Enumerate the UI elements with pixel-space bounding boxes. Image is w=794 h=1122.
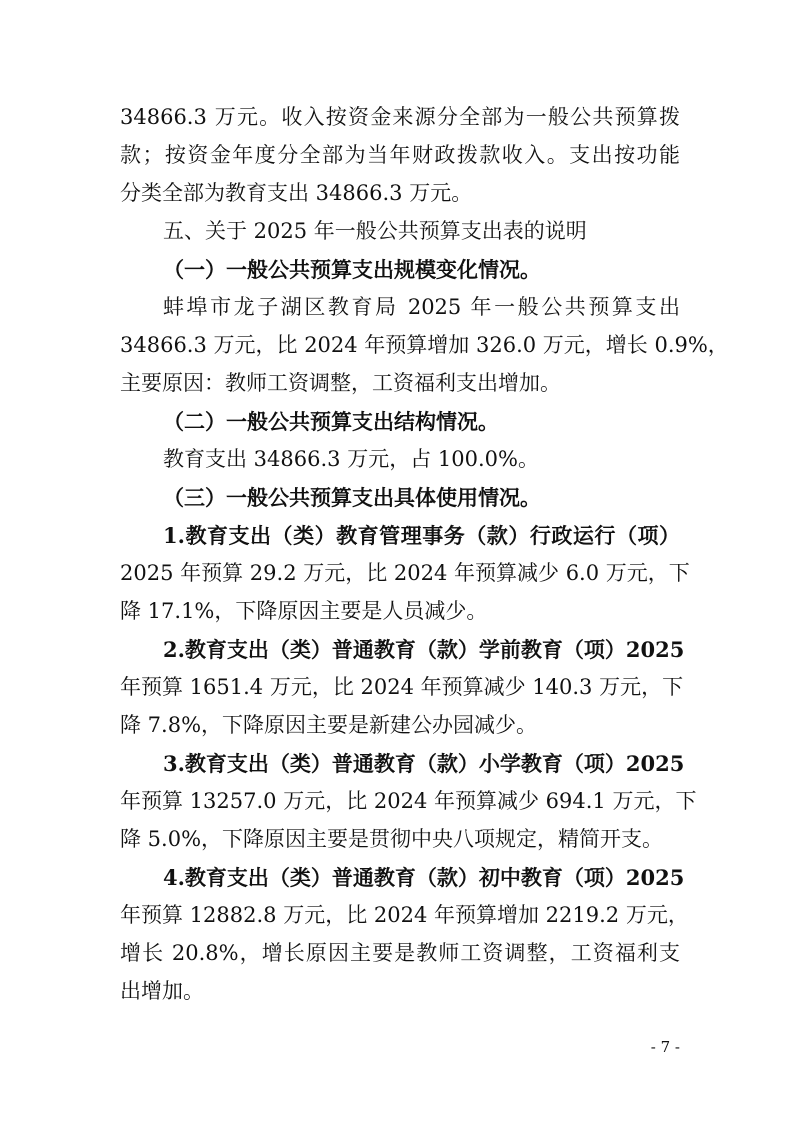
body-line: 降 7.8%，下降原因主要是新建公办园减少。 xyxy=(120,713,538,737)
body-line: 34866.3 万元。收入按资金来源分全部为一般公共预算拨 xyxy=(120,105,680,129)
body-line: 年预算 1651.4 万元，比 2024 年预算减少 140.3 万元，下 xyxy=(120,675,684,699)
body-line: 蚌埠市龙子湖区教育局 2025 年一般公共预算支出 xyxy=(163,295,680,319)
body-line: 增长 20.8%，增长原因主要是教师工资调整，工资福利支 xyxy=(120,941,680,965)
item-heading: 2.教育支出（类）普通教育（款）学前教育（项）2025 xyxy=(163,637,685,662)
body-line: 主要原因：教师工资调整，工资福利支出增加。 xyxy=(120,371,561,395)
page-number: - 7 - xyxy=(650,1038,680,1056)
body-line: 降 17.1%，下降原因主要是人员减少。 xyxy=(120,599,488,623)
body-line: 年预算 12882.8 万元，比 2024 年预算增加 2219.2 万元， xyxy=(120,903,689,927)
section-heading: 五、关于 2025 年一般公共预算支出表的说明 xyxy=(163,219,587,243)
item-heading: 1.教育支出（类）教育管理事务（款）行政运行（项） xyxy=(163,523,680,548)
subsection-heading: （二）一般公共预算支出结构情况。 xyxy=(163,409,499,434)
body-line: 34866.3 万元，比 2024 年预算增加 326.0 万元，增长 0.9%， xyxy=(120,333,729,357)
body-line: 出增加。 xyxy=(120,979,204,1003)
body-line: 分类全部为教育支出 34866.3 万元。 xyxy=(120,181,473,205)
subsection-heading: （三）一般公共预算支出具体使用情况。 xyxy=(163,485,541,510)
body-line: 款；按资金年度分全部为当年财政拨款收入。支出按功能 xyxy=(120,143,680,167)
item-heading: 4.教育支出（类）普通教育（款）初中教育（项）2025 xyxy=(163,865,685,890)
item-heading: 3.教育支出（类）普通教育（款）小学教育（项）2025 xyxy=(163,751,685,776)
subsection-heading: （一）一般公共预算支出规模变化情况。 xyxy=(163,257,541,282)
body-line: 教育支出 34866.3 万元，占 100.0%。 xyxy=(163,447,539,471)
body-line: 2025 年预算 29.2 万元，比 2024 年预算减少 6.0 万元，下 xyxy=(120,561,690,585)
body-line: 年预算 13257.0 万元，比 2024 年预算减少 694.1 万元，下 xyxy=(120,789,697,813)
body-line: 降 5.0%，下降原因主要是贯彻中央八项规定，精简开支。 xyxy=(120,827,664,851)
